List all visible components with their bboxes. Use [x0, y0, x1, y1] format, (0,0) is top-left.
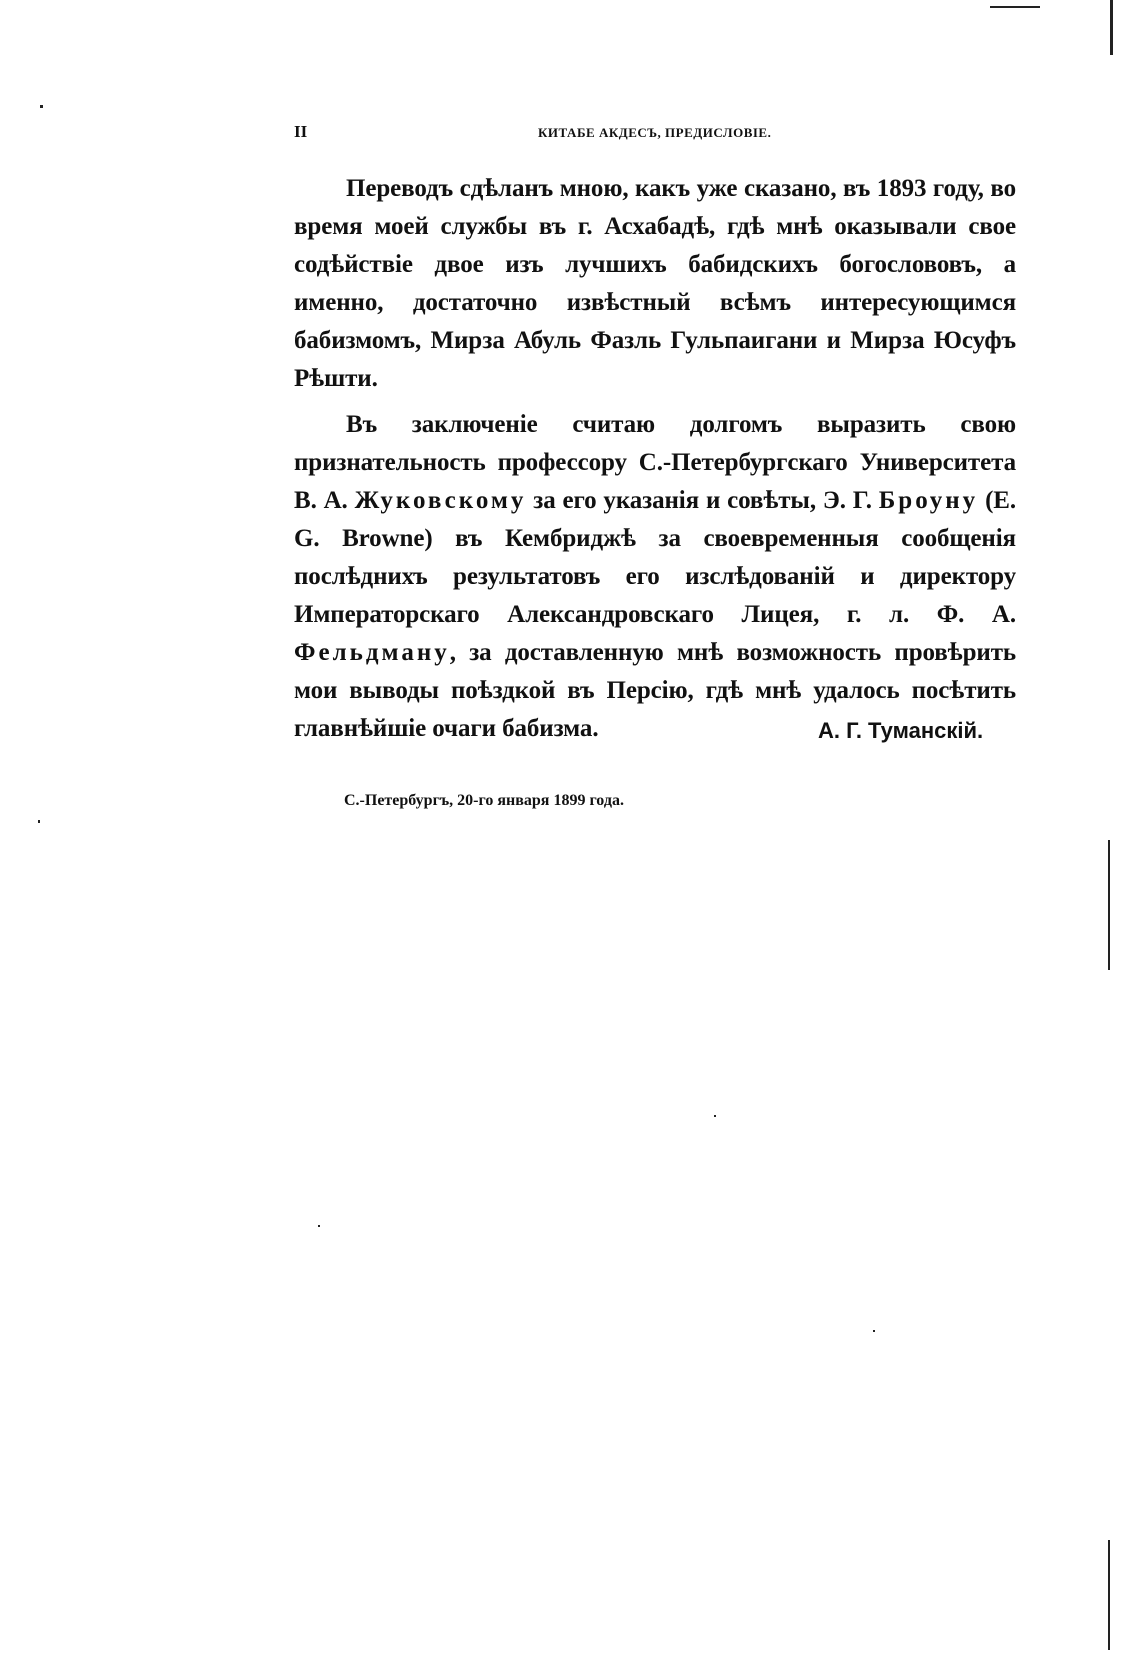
scan-speck-2 — [714, 1115, 716, 1117]
ack-text-2: за его указанія и совѣты, Э. Г. — [533, 487, 872, 514]
scan-speck-4 — [873, 1330, 875, 1332]
dateline: С.-Петербургъ, 20-го января 1899 года. — [344, 792, 624, 809]
scan-speck-1 — [40, 105, 43, 108]
author-signature: А. Г. Туманскій. — [818, 718, 984, 743]
running-head: КИТАБЕ АКДЕСЪ, ПРЕДИСЛОВІЕ. — [538, 125, 772, 140]
ack-name-feldman: Фельдману — [294, 639, 450, 666]
ack-text-4: , за доставленную мнѣ возможность провѣрить мои выводы поѣздкой въ Персію, гдѣ мнѣ удалось посѣтить главнѣйшіе очаги бабизма. — [294, 639, 1016, 742]
ack-name-browne: Броуну — [878, 487, 979, 514]
scan-speck-5 — [38, 820, 40, 823]
body-text — [294, 170, 1016, 756]
scan-speck-3 — [318, 1225, 320, 1227]
paragraph-acknowledgements — [294, 406, 1016, 748]
scan-edge-dash-top — [990, 6, 1040, 8]
page-header — [294, 122, 806, 146]
paragraph-translation: Переводъ сдѣланъ мною, какъ уже сказано, въ 1893 году, во время моей службы въ г. Асхабадѣ, гдѣ мнѣ оказывали свое содѣйствіе двое изъ лучшихъ бабидскихъ богослововъ, а именно, достаточно извѣстный всѣмъ интересующимся бабизмомъ, Мирза Абуль Фазль Гульпаигани и Мирза Юсуфъ Рѣшти. — [294, 175, 1016, 392]
scan-edge-line-mid — [1108, 840, 1110, 970]
scan-edge-line-low — [1108, 1540, 1110, 1650]
scan-edge-line-top — [1110, 0, 1113, 55]
ack-text-3: (E. G. Browne) въ Кембриджѣ за своевременныя сообщенія послѣднихъ результатовъ его изслѣдованій и директору Императорскаго Александровскаго Лицея, г. л. Ф. А. — [294, 487, 1017, 628]
page-number: II — [294, 122, 308, 141]
ack-text-1: Въ заключеніе считаю долгомъ выразить свою признательность профессору С.-Петербургскаго Университета В. А. — [294, 411, 1016, 514]
ack-name-zhukovsky: Жуковскому — [354, 487, 527, 514]
